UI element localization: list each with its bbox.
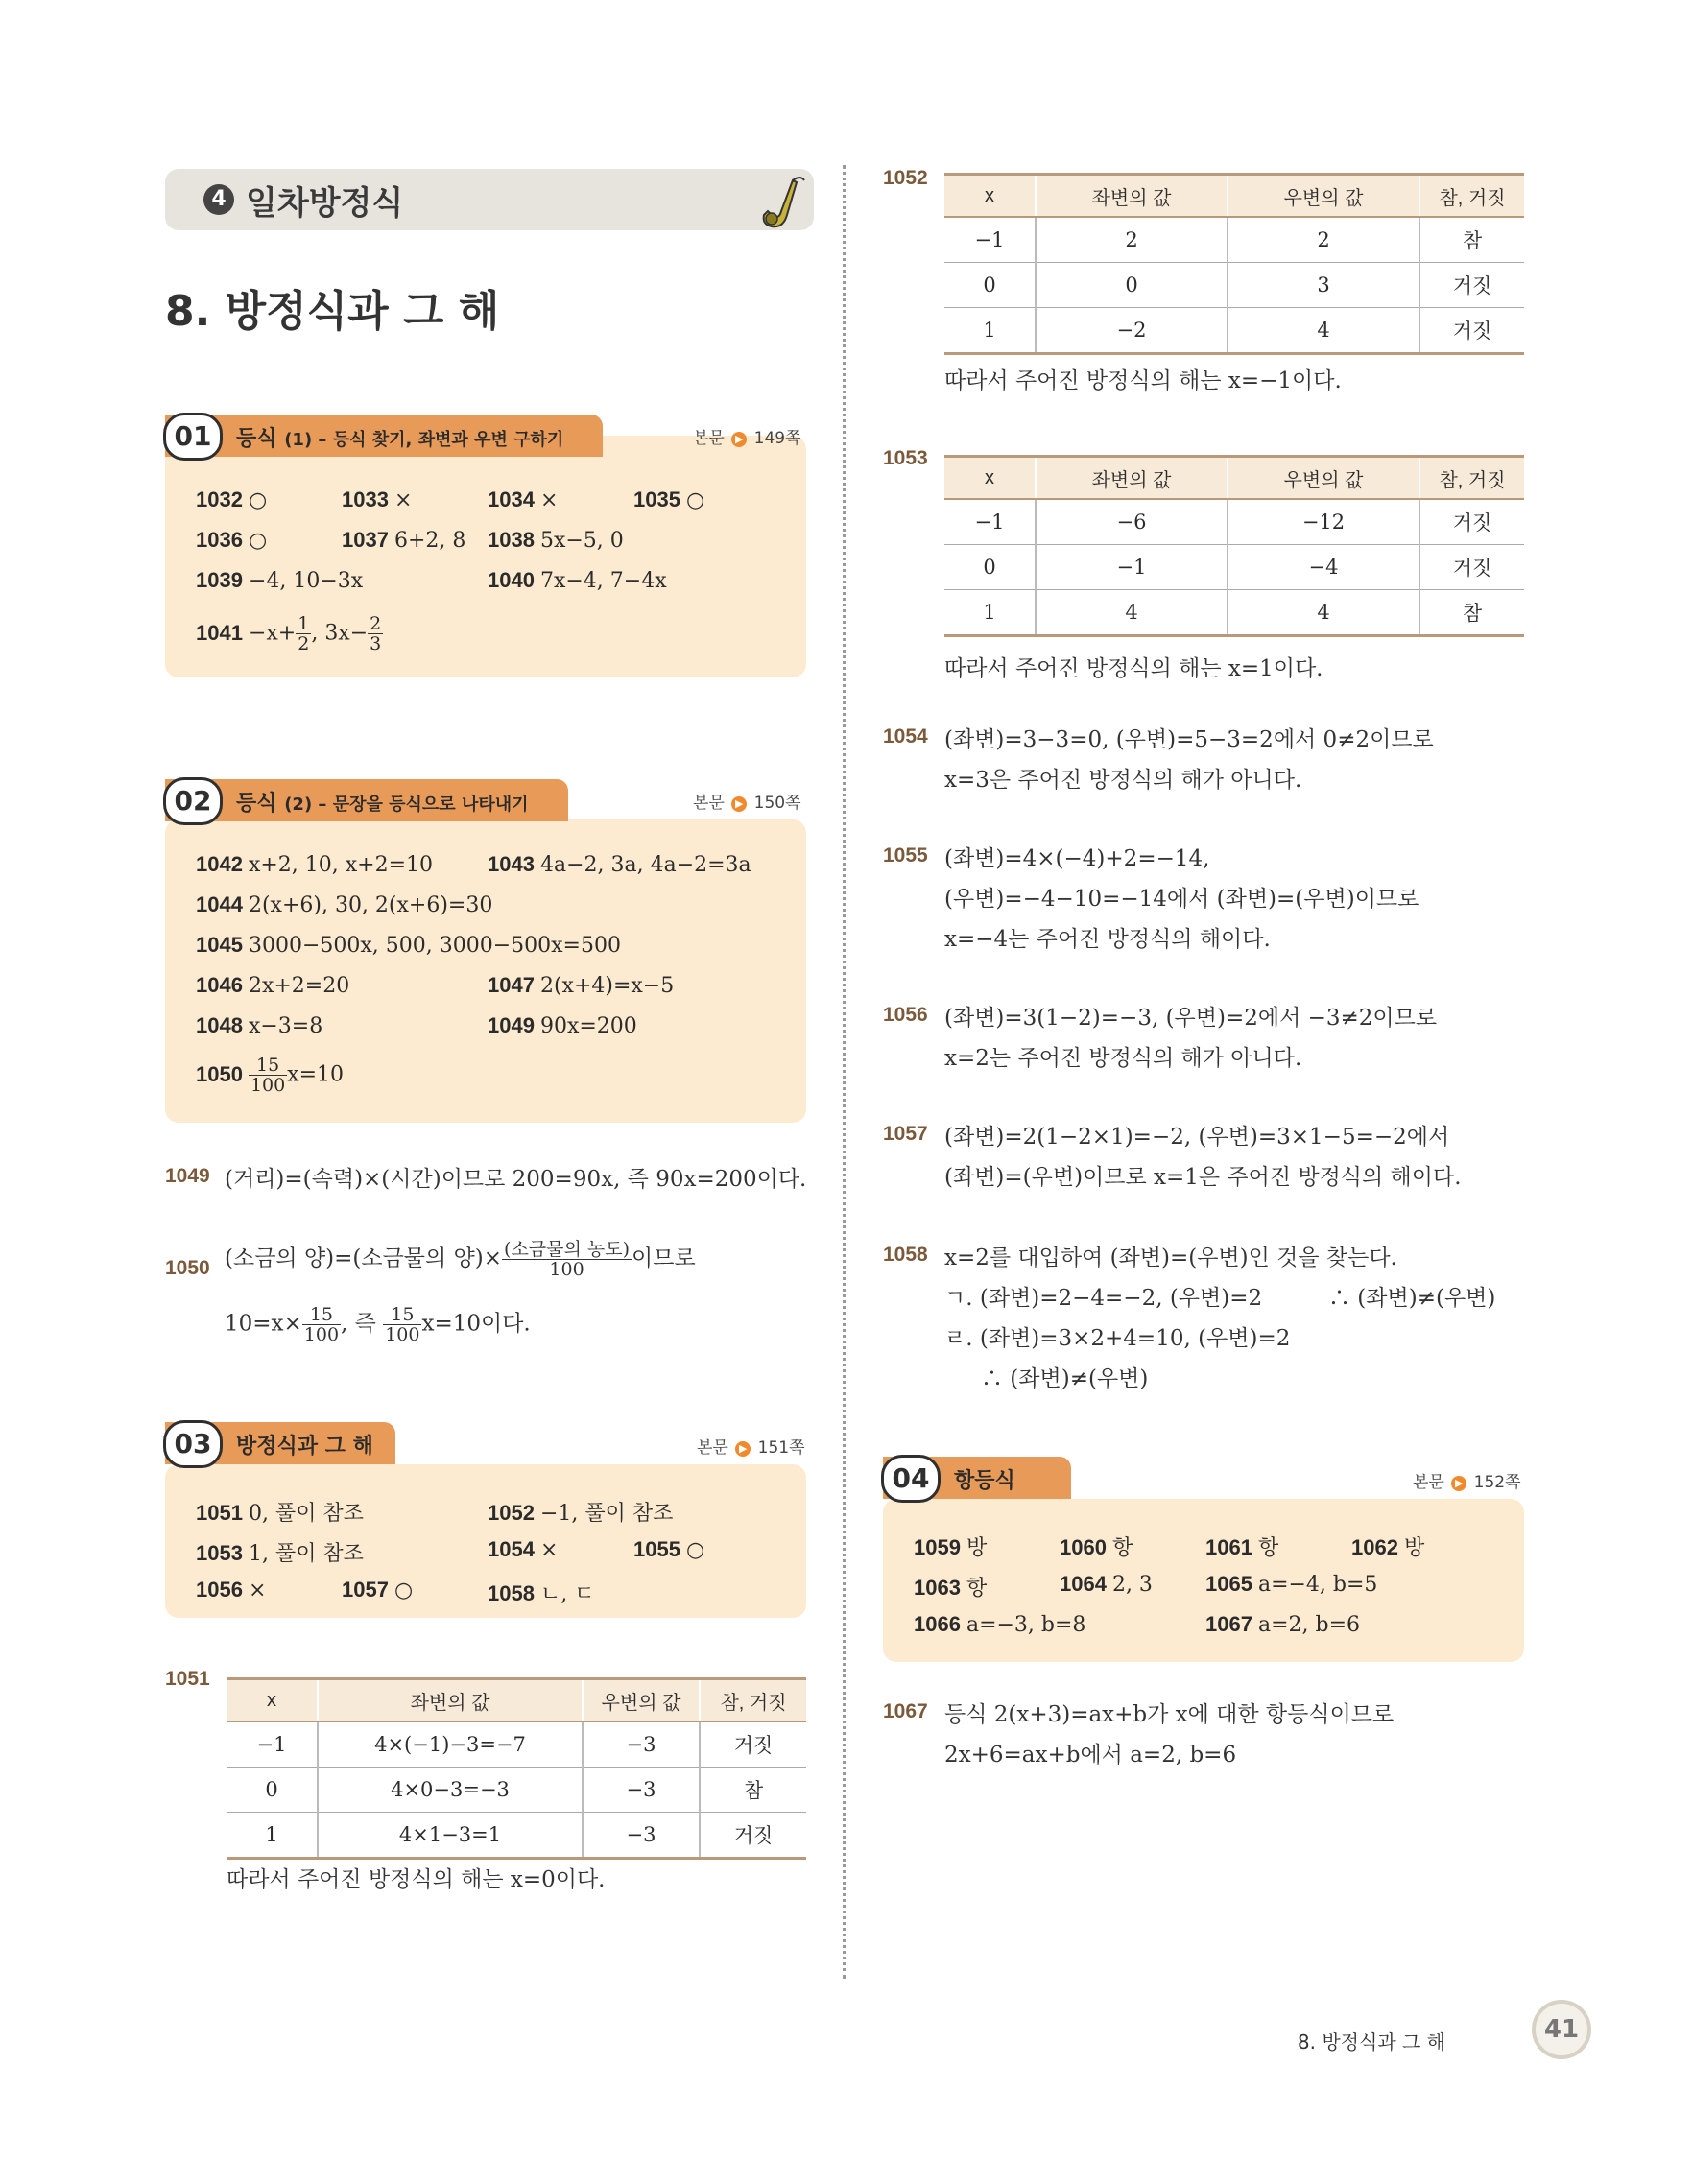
table-header: 좌변의 값 — [1036, 175, 1228, 218]
answer-item: 1061 항 — [1205, 1535, 1279, 1560]
answer-item: 1057 ○ — [342, 1578, 414, 1602]
answer-item: 1036 ○ — [196, 528, 268, 553]
solution-number: 1049 — [165, 1165, 210, 1187]
table-row: 0 4×0−3=−3 −3 참 — [227, 1768, 806, 1813]
solution-number: 1058 — [883, 1244, 928, 1266]
solution-line: x=2를 대입하여 (좌변)=(우변)인 것을 찾는다. — [944, 1246, 1397, 1270]
solution-line: (우변)=−4−10=−14에서 (좌변)=(우변)이므로 — [944, 887, 1419, 912]
answer-item: 1067 a=2, b=6 — [1205, 1612, 1360, 1637]
table-row: −1 4×(−1)−3=−7 −3 거짓 — [227, 1721, 806, 1768]
answer-item: 1046 2x+2=20 — [196, 973, 350, 998]
solution-line: 2x+6=ax+b에서 a=2, b=6 — [944, 1743, 1237, 1768]
solution-line: x=−4는 주어진 방정식의 해이다. — [944, 927, 1271, 952]
table-row: −1 −6 −12 거짓 — [944, 499, 1524, 545]
answer-item: 1043 4a−2, 3a, 4a−2=3a — [488, 852, 751, 877]
table-row: 1 4 4 참 — [944, 590, 1524, 636]
page-title: 8. 방정식과 그 해 — [165, 287, 500, 336]
solution-line: ㄹ. (좌변)=3×2+4=10, (우변)=2 — [944, 1326, 1291, 1351]
section-04-tag — [883, 1457, 1071, 1499]
answer-item: 1052 −1, 풀이 참조 — [488, 1501, 674, 1526]
section-01-title: 등식 (1) – 등식 찾기, 좌변과 우변 구하기 — [236, 427, 564, 451]
solution-number: 1053 — [883, 447, 928, 469]
answer-item: 1032 ○ — [196, 487, 268, 512]
solution-line: 등식 2(x+3)=ax+b가 x에 대한 항등식이므로 — [944, 1702, 1395, 1727]
arrow-icon: ▶ — [731, 432, 747, 447]
answer-item: 1045 3000−500x, 500, 3000−500x=500 — [196, 933, 621, 958]
solution-line: (좌변)=3−3=0, (우변)=5−3=2에서 0≠2이므로 — [944, 727, 1434, 752]
answer-item: 1037 6+2, 8 — [342, 528, 466, 553]
solution-number: 1055 — [883, 844, 928, 866]
answer-item: 1058 ㄴ, ㄷ — [488, 1581, 595, 1606]
table-1052 — [944, 173, 1524, 355]
solution-line: (좌변)=4×(−4)+2=−14, — [944, 846, 1210, 871]
solution-number: 1051 — [165, 1668, 210, 1690]
answer-item: 1062 방 — [1351, 1535, 1425, 1560]
solution-number: 1050 — [165, 1257, 210, 1279]
answer-item: 1060 항 — [1060, 1535, 1133, 1560]
answer-item: 1039 −4, 10−3x — [196, 568, 364, 593]
table-1051 — [227, 1677, 806, 1860]
chapter-number: 4 — [203, 184, 234, 215]
table-row: −1 2 2 참 — [944, 217, 1524, 263]
solution-line: 따라서 주어진 방정식의 해는 x=−1이다. — [944, 368, 1342, 393]
section-04-ref: 본문 ▶ 152쪽 — [1413, 1473, 1521, 1492]
arrow-icon: ▶ — [735, 1441, 751, 1457]
table-header: 참, 거짓 — [700, 1679, 806, 1722]
solution-line: (좌변)=3(1−2)=−3, (우변)=2에서 −3≠2이므로 — [944, 1006, 1438, 1031]
answer-item: 1055 ○ — [633, 1537, 705, 1562]
solution-line: (좌변)=2(1−2×1)=−2, (우변)=3×1−5=−2에서 — [944, 1125, 1450, 1150]
answer-item: 1066 a=−3, b=8 — [914, 1612, 1086, 1637]
table-header: 참, 거짓 — [1419, 457, 1524, 500]
table-header: x — [944, 175, 1036, 218]
answer-item: 1034 × — [488, 487, 559, 512]
section-02-ref: 본문 ▶ 150쪽 — [693, 794, 801, 813]
section-01-tag — [165, 415, 603, 457]
solution-line: 10=x× $\frac{15}{100}$ , 즉 $\frac{15}{100}$ x=10이다. — [225, 1304, 531, 1345]
answer-item: 1059 방 — [914, 1535, 988, 1560]
answer-item: 1056 × — [196, 1578, 267, 1602]
solution-line: 따라서 주어진 방정식의 해는 x=1이다. — [944, 656, 1323, 681]
column-divider — [843, 165, 846, 1979]
saxophone-icon — [754, 173, 812, 240]
arrow-icon: ▶ — [731, 796, 747, 812]
section-03-title: 방정식과 그 해 — [236, 1435, 373, 1459]
solution-line: x=2는 주어진 방정식의 해가 아니다. — [944, 1046, 1302, 1071]
section-03-ref: 본문 ▶ 151쪽 — [697, 1438, 805, 1458]
table-header: x — [227, 1679, 318, 1722]
answer-item: 1054 × — [488, 1537, 559, 1562]
solution-line: x=3은 주어진 방정식의 해가 아니다. — [944, 768, 1302, 793]
solution-line: (좌변)=(우변)이므로 x=1은 주어진 방정식의 해이다. — [944, 1165, 1462, 1190]
section-01-ref: 본문 ▶ 149쪽 — [693, 429, 801, 448]
answer-item: 1063 항 — [914, 1576, 988, 1601]
table-header: 우변의 값 — [1228, 175, 1419, 218]
arrow-icon: ▶ — [1451, 1476, 1466, 1491]
table-1053 — [944, 455, 1524, 637]
answer-item: 1040 7x−4, 7−4x — [488, 568, 667, 593]
answer-item: 1041 −x+ $\frac{1}{2}$ , 3x− $\frac{2}{3}$ — [196, 613, 382, 654]
table-header: 좌변의 값 — [318, 1679, 583, 1722]
page-number: 41 — [1532, 2000, 1591, 2059]
answer-item: 1035 ○ — [633, 487, 705, 512]
section-01-number: 01 — [163, 413, 223, 461]
table-row: 1 4×1−3=1 −3 거짓 — [227, 1813, 806, 1859]
section-02-number: 02 — [163, 777, 223, 825]
table-header: x — [944, 457, 1036, 500]
answer-item: 1053 1, 풀이 참조 — [196, 1541, 364, 1566]
table-header: 좌변의 값 — [1036, 457, 1228, 500]
table-header: 우변의 값 — [1228, 457, 1419, 500]
solution-line: 따라서 주어진 방정식의 해는 x=0이다. — [227, 1867, 606, 1892]
answer-item: 1042 x+2, 10, x+2=10 — [196, 852, 434, 877]
solution-line: ∴ (좌변)≠(우변) — [981, 1366, 1149, 1391]
footer-section-name: 8. 방정식과 그 해 — [1297, 2030, 1445, 2053]
answer-item: 1049 90x=200 — [488, 1013, 637, 1038]
table-header: 우변의 값 — [583, 1679, 700, 1722]
answer-item: 1050 $\frac{15}{100}$ x=10 — [196, 1055, 345, 1096]
section-03-tag — [165, 1422, 395, 1464]
solution-number: 1057 — [883, 1123, 928, 1145]
answer-item: 1044 2(x+6), 30, 2(x+6)=30 — [196, 892, 493, 917]
section-02-tag — [165, 779, 568, 821]
section-04-number: 04 — [881, 1455, 941, 1503]
solution-line: (소금의 양)=(소금물의 양)× $\frac{\text{(소금물의 농도)}}{100}$ 이므로 — [225, 1239, 696, 1280]
solution-number: 1067 — [883, 1700, 928, 1722]
table-row: 1 −2 4 거짓 — [944, 308, 1524, 354]
solution-line: ∴ (좌변)≠(우변) — [1328, 1286, 1496, 1311]
solution-line: (거리)=(속력)×(시간)이므로 200=90x, 즉 90x=200이다. — [225, 1167, 807, 1192]
answer-item: 1047 2(x+4)=x−5 — [488, 973, 675, 998]
table-row: 0 −1 −4 거짓 — [944, 545, 1524, 590]
answer-item: 1051 0, 풀이 참조 — [196, 1501, 364, 1526]
chapter-title: 일차방정식 — [246, 184, 404, 223]
answer-item: 1038 5x−5, 0 — [488, 528, 624, 553]
table-row: 0 0 3 거짓 — [944, 263, 1524, 308]
solution-number: 1054 — [883, 725, 928, 748]
section-04-title: 항등식 — [954, 1469, 1015, 1493]
section-02-title: 등식 (2) – 문장을 등식으로 나타내기 — [236, 792, 529, 816]
section-03-number: 03 — [163, 1420, 223, 1468]
answer-item: 1033 × — [342, 487, 413, 512]
answer-item: 1048 x−3=8 — [196, 1013, 323, 1038]
answer-item: 1064 2, 3 — [1060, 1572, 1153, 1597]
table-header: 참, 거짓 — [1419, 175, 1524, 218]
solution-line: ㄱ. (좌변)=2−4=−2, (우변)=2 — [944, 1286, 1263, 1311]
solution-number: 1052 — [883, 167, 928, 189]
answer-item: 1065 a=−4, b=5 — [1205, 1572, 1378, 1597]
solution-number: 1056 — [883, 1004, 928, 1026]
